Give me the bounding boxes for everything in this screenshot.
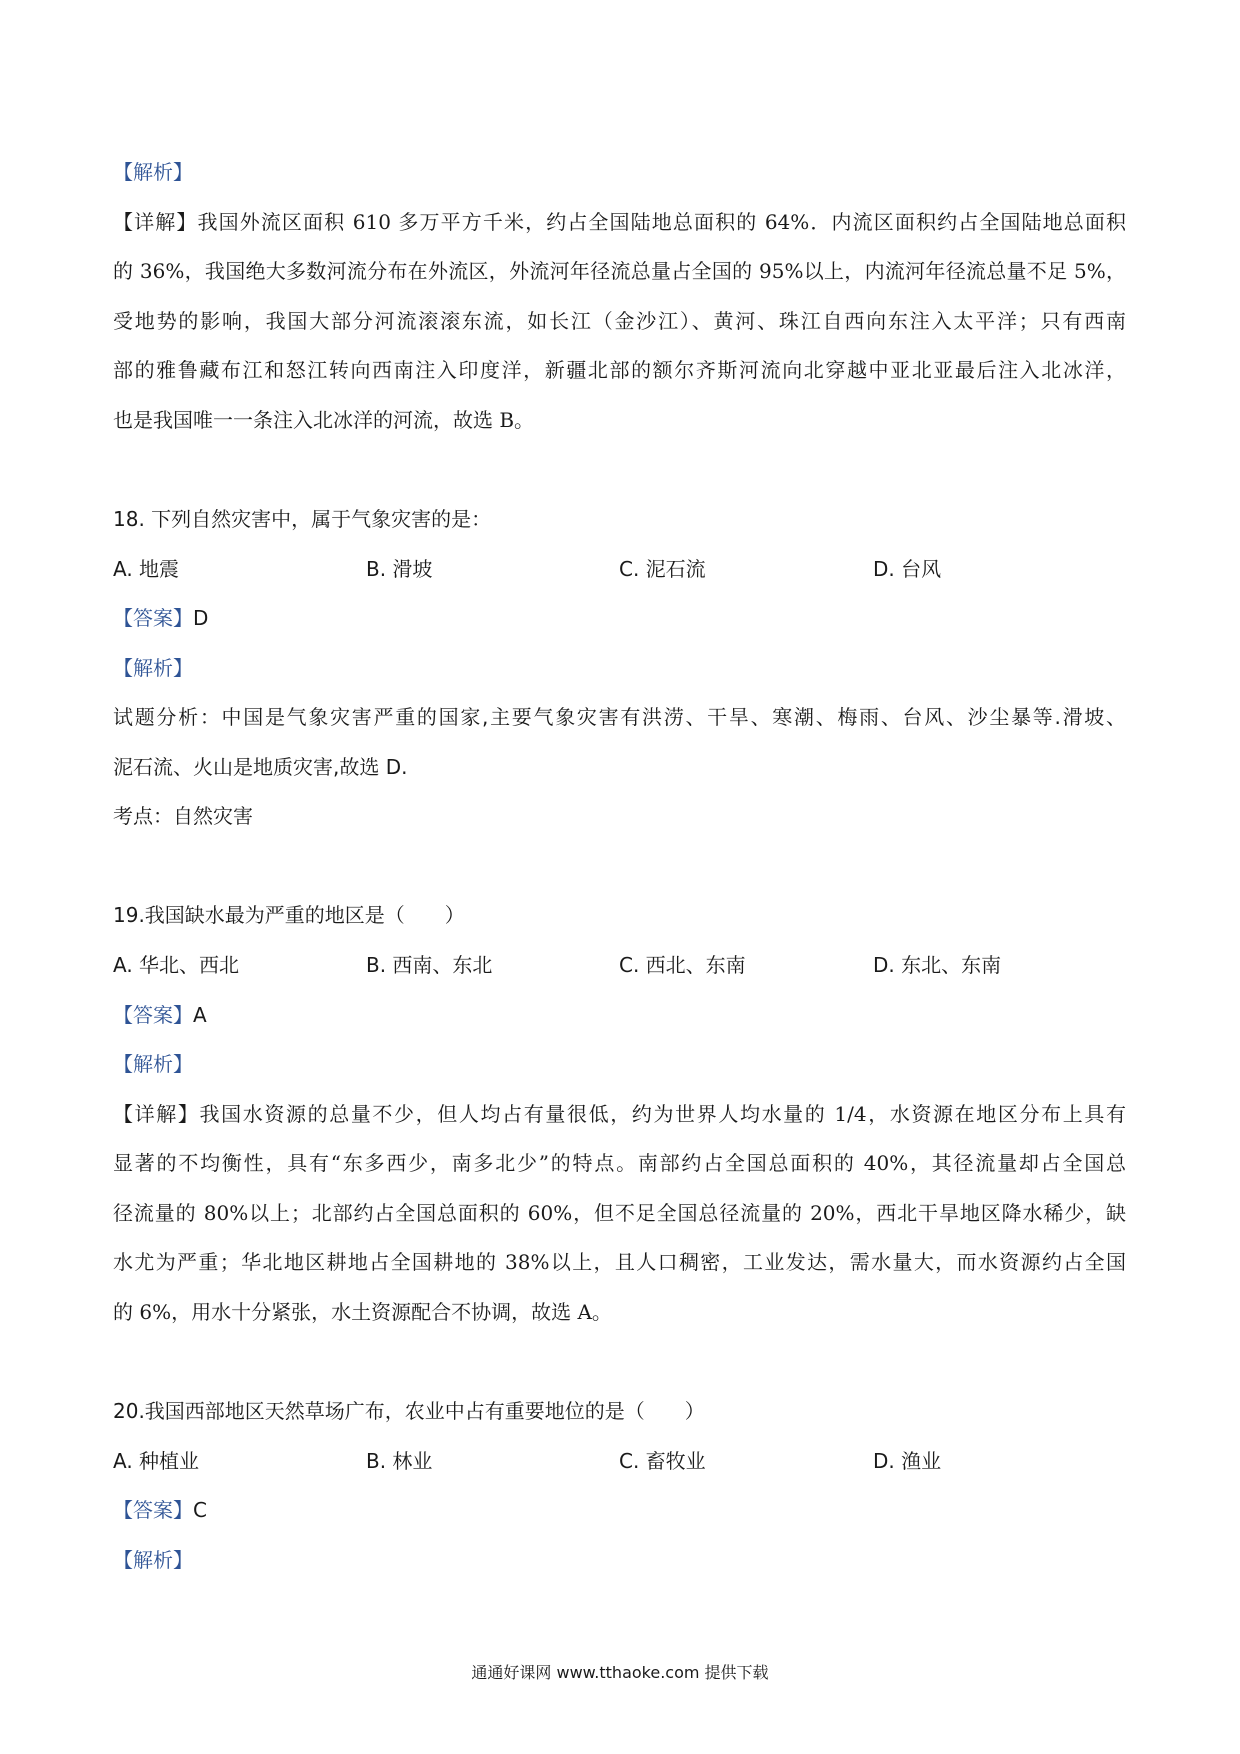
q20-options (113, 1437, 1126, 1487)
q17-detail-label: 【详解】 (113, 209, 198, 234)
q17-detail-line: 受地势的影响，我国大部分河流滚滚东流，如长江（金沙江）、黄河、珠江自西向东注入太平洋；只有西南 (113, 308, 1126, 333)
q20-option-b: B. 林业 (366, 1448, 433, 1473)
q17-detail-line: 部的雅鲁藏布江和怒江转向西南注入印度洋，新疆北部的额尔齐斯河流向北穿越中亚北亚最后注入北冰洋， (113, 358, 1126, 383)
q20-option-d: D. 渔业 (873, 1448, 942, 1473)
q18-option-b: B. 滑坡 (366, 556, 433, 581)
q20-answer-label: 【答案】 (113, 1498, 193, 1523)
q19-analysis-label: 【解析】 (113, 1052, 193, 1077)
q19-detail-line: 径流量的 80%以上；北部约占全国总面积的 60%，但不足全国总径流量的 20%，西北干旱地区降水稀少，缺 (113, 1200, 1126, 1225)
q18-option-d: D. 台风 (873, 556, 942, 581)
q18-analysis-line: 试题分析：中国是气象灾害严重的国家,主要气象灾害有洪涝、干旱、寒潮、梅雨、台风、沙尘暴等.滑坡、 (113, 705, 1126, 730)
q19-option-a: A. 华北、西北 (113, 953, 240, 977)
q19-stem: 19.我国缺水最为严重的地区是（ ） (113, 903, 465, 928)
q19-detail-text: 我国水资源的总量不少，但人均占有量很低，约为世界人均水量的 1/4，水资源在地区分布上具有 (199, 1101, 1126, 1126)
q20-option-c: C. 畜牧业 (619, 1448, 706, 1473)
q18-answer-value: D (193, 606, 209, 631)
q20-stem: 20.我国西部地区天然草场广布，农业中占有重要地位的是（ ） (113, 1399, 705, 1424)
q19-answer-label: 【答案】 (113, 1002, 193, 1027)
q19-answer-value: A (193, 1002, 207, 1027)
q18-option-a: A. 地震 (113, 556, 180, 581)
q20-answer-value: C (193, 1498, 207, 1523)
q20-answer (113, 1486, 1126, 1536)
q17-detail-line (113, 198, 1126, 248)
page-content (113, 148, 1126, 1585)
q19-option-c: C. 西北、东南 (619, 953, 746, 977)
q17-analysis-label: 【解析】 (113, 160, 193, 184)
blank-line (113, 1338, 1126, 1388)
q18-answer-label: 【答案】 (113, 606, 193, 631)
q17-detail-line: 的 36%，我国绝大多数河流分布在外流区，外流河年径流总量占全国的 95%以上，内流河年径流总量不足 5%， (113, 259, 1126, 284)
q19-options (113, 941, 1126, 991)
q19-detail-line (113, 1090, 1126, 1140)
q18-analysis-line: 泥石流、火山是地质灾害,故选 D. (113, 754, 408, 779)
q19-answer (113, 991, 1126, 1041)
q17-detail-line: 也是我国唯一一条注入北冰洋的河流，故选 B。 (113, 407, 535, 432)
q19-detail-line: 的 6%，用水十分紧张，水土资源配合不协调，故选 A。 (113, 1299, 612, 1324)
q18-kaodian: 考点：自然灾害 (113, 804, 253, 829)
page-footer: 通通好课网 www.tthaoke.com 提供下载 (471, 1663, 769, 1682)
q19-detail-line: 水尤为严重；华北地区耕地占全国耕地的 38%以上，且人口稠密，工业发达，需水量大，而水资源约占全国 (113, 1250, 1126, 1275)
q19-detail-line: 显著的不均衡性，具有“东多西少，南多北少”的特点。南部约占全国总面积的 40%，其径流量却占全国总 (113, 1151, 1126, 1176)
blank-line (113, 445, 1126, 495)
q18-option-c: C. 泥石流 (619, 556, 706, 581)
q19-option-d: D. 东北、东南 (873, 953, 1002, 977)
q18-answer (113, 594, 1126, 644)
q19-option-b: B. 西南、东北 (366, 953, 493, 977)
q18-stem: 18. 下列自然灾害中，属于气象灾害的是： (113, 506, 492, 531)
q18-analysis-label: 【解析】 (113, 655, 193, 680)
blank-line (113, 842, 1126, 892)
q18-options (113, 545, 1126, 595)
q17-detail-text: 我国外流区面积 610 多万平方千米，约占全国陆地总面积的 64%．内流区面积约占全国陆地总面积 (197, 209, 1126, 234)
q20-option-a: A. 种植业 (113, 1448, 200, 1473)
q19-detail-label: 【详解】 (113, 1101, 200, 1126)
q20-analysis-label: 【解析】 (113, 1547, 193, 1572)
